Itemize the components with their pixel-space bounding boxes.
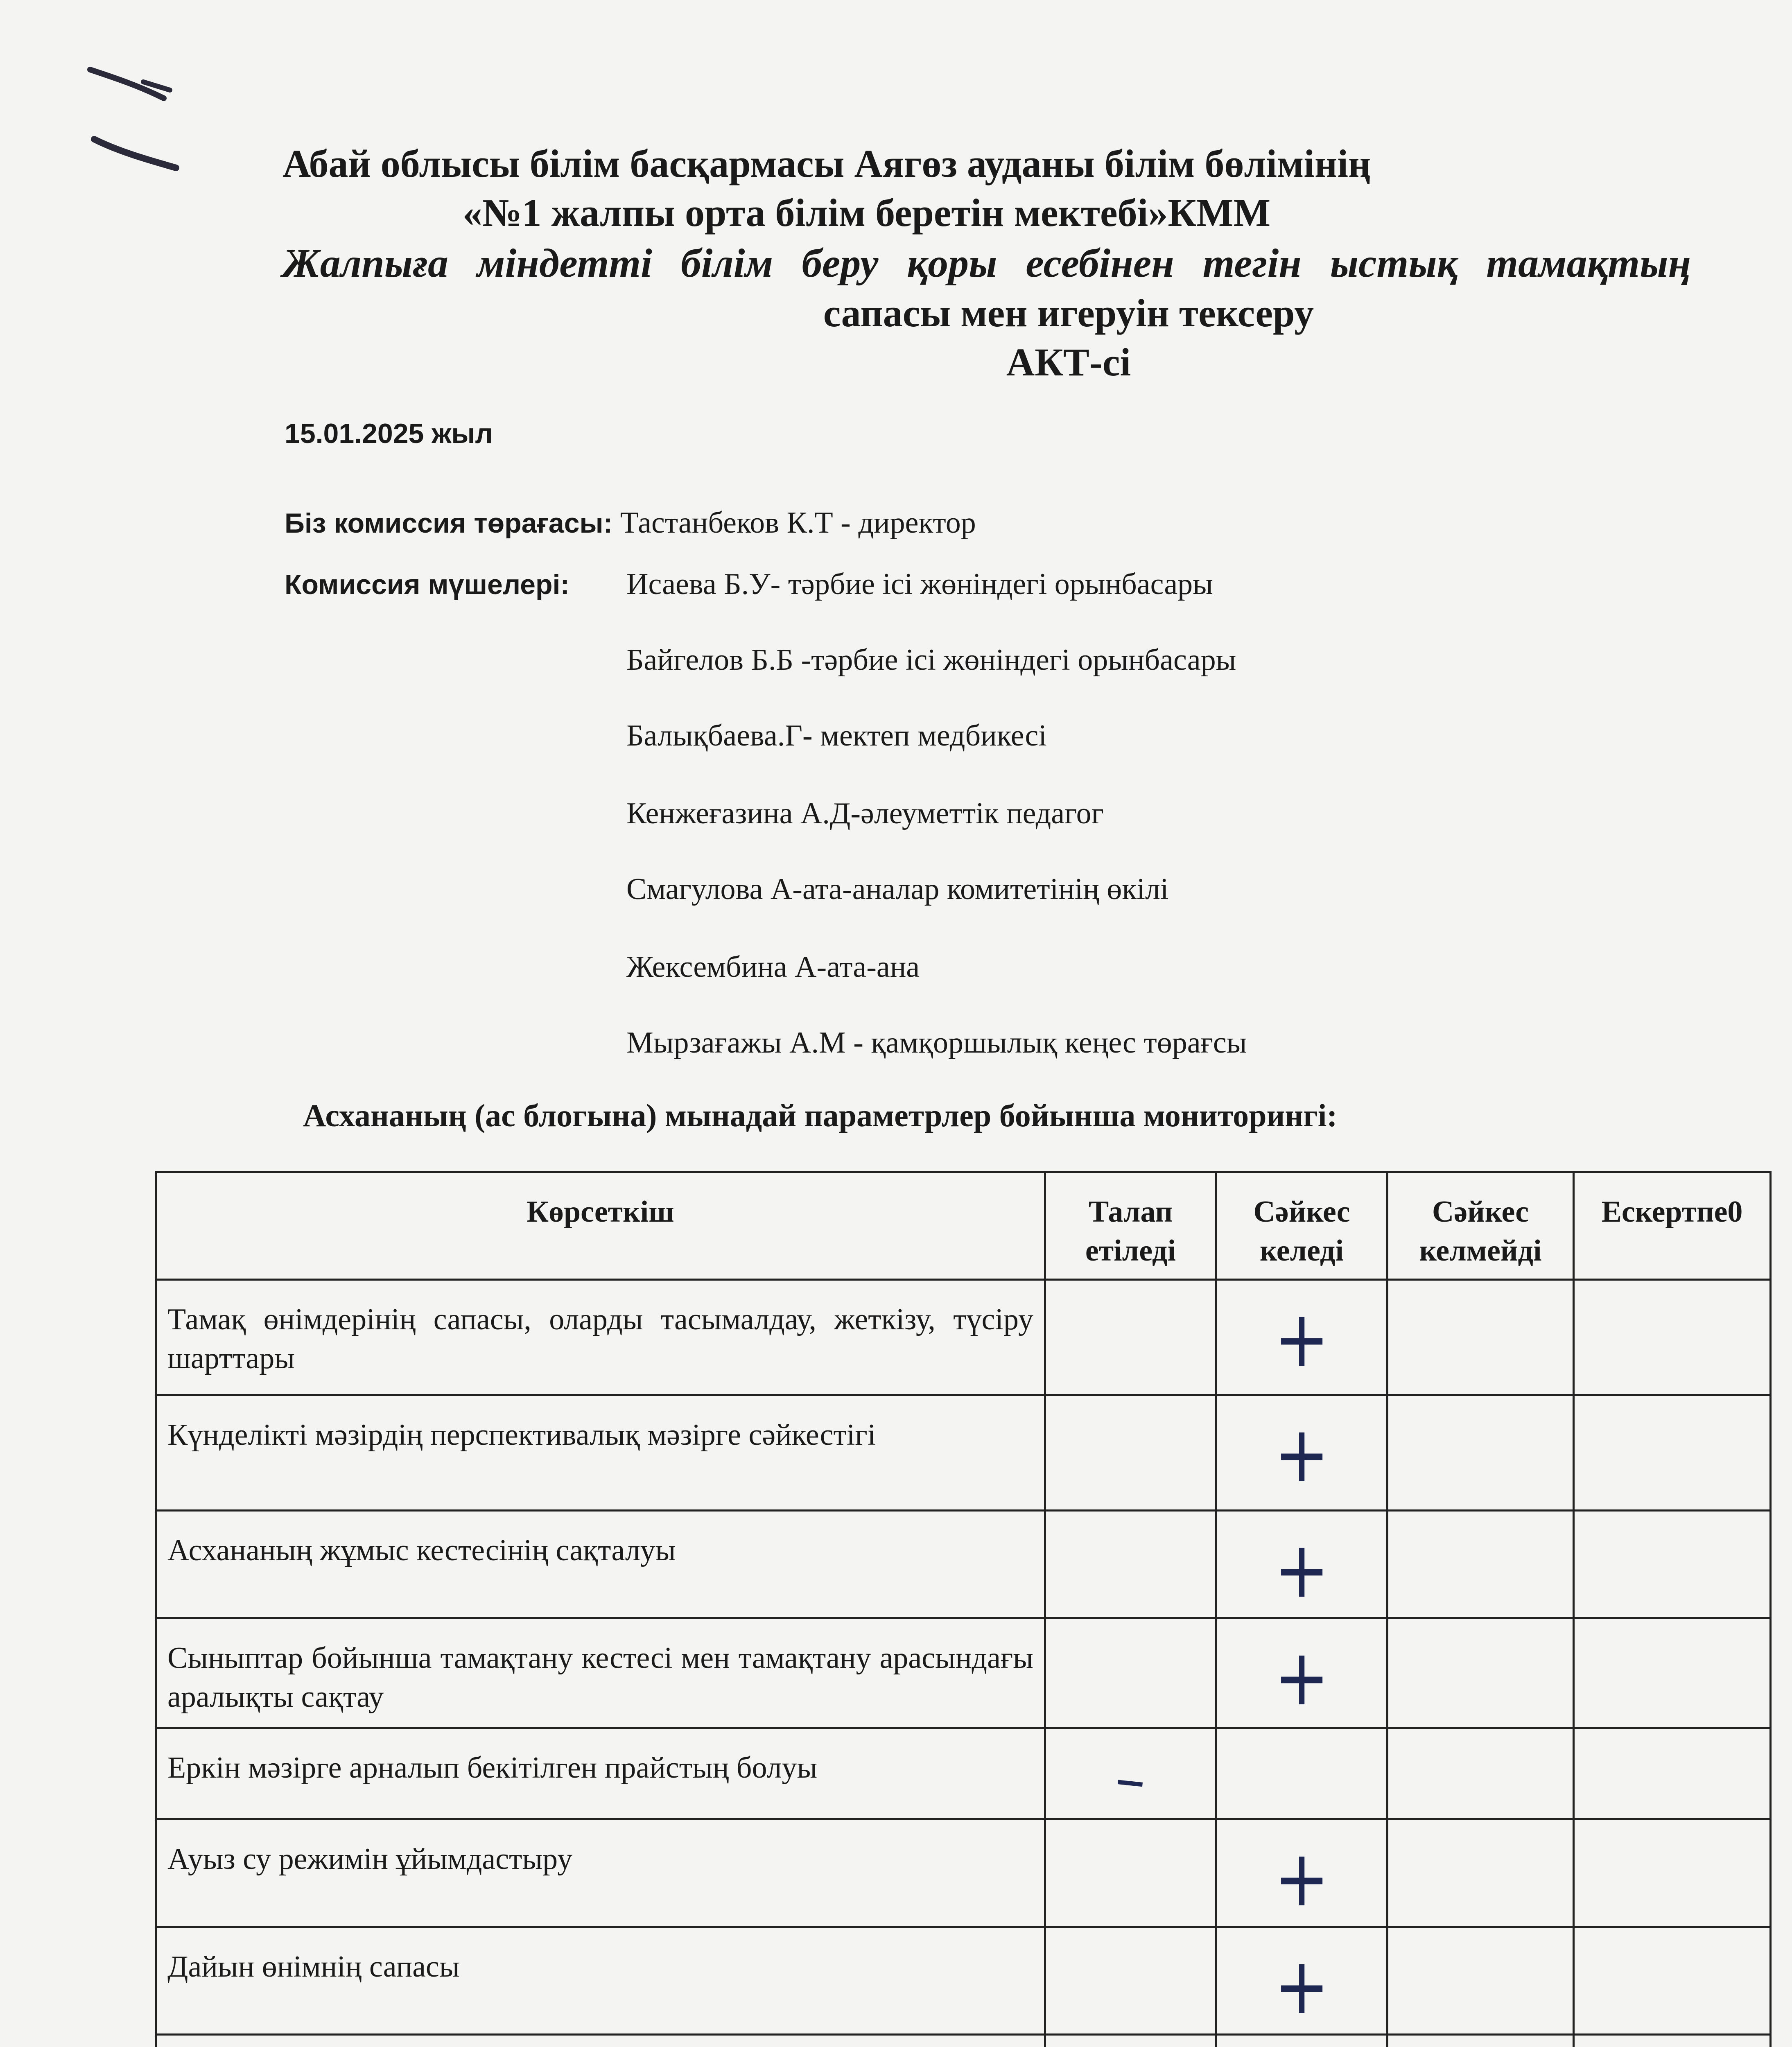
table-row [156,1395,1771,1511]
plus-mark: + [1274,1632,1330,1723]
col-header-note: Ескертпе0 [1574,1172,1771,1280]
dash-mark: – [1112,1742,1150,1817]
matches-cell [1216,1618,1388,1728]
matches-cell [1216,1927,1388,2035]
member-item: Кенжеғазина А.Д-әлеуметтік педагог [626,797,1104,830]
member-item: Смагулова А-ата-аналар комитетінің өкілі [626,872,1169,906]
required-cell [1045,2035,1216,2047]
table-row [156,1618,1771,1728]
member-item: Балықбаева.Г- мектеп медбикесі [626,719,1047,752]
indicator-cell: Еркін мәзірге арналып бекітілген прайстың болуы [156,1728,1045,1819]
document-header [282,139,1691,387]
indicator-cell [156,2035,1045,2047]
not-matches-cell [1388,1395,1574,1511]
note-cell [1574,1819,1771,1927]
plus-mark: + [1274,1941,1330,2031]
matches-cell [1216,1395,1388,1511]
col-header-indicator: Көрсеткіш [156,1172,1045,1280]
col-header-required: Талап етіледі [1045,1172,1216,1280]
required-cell [1045,1511,1216,1618]
table-row [156,2035,1771,2047]
note-cell [1574,1280,1771,1395]
note-cell [1574,1511,1771,1618]
member-item: Жексембина А-ата-ана [626,950,920,984]
plus-mark: + [1274,1833,1330,1924]
col-header-matches: Сәйкес келеді [1216,1172,1388,1280]
not-matches-cell [1388,2035,1574,2047]
table-row [156,1819,1771,1927]
members-label-row [285,567,569,602]
col-header-not-matches: Сәйкес келмейді [1388,1172,1574,1280]
members-label: Комиссия мүшелері: [285,569,570,600]
section-title: Асхананың (ас блогына) мынадай параметрлер бойынша мониторингі: [303,1098,1338,1133]
not-matches-cell [1388,1511,1574,1618]
header-line-4: сапасы мен игеруін тексеру [823,291,1314,335]
plus-mark: + [1274,1525,1330,1615]
note-cell [1574,1927,1771,2035]
member-item: Исаева Б.У- тәрбие ісі жөніндегі орынбасары [626,567,1213,601]
not-matches-cell [1388,1819,1574,1927]
table-row [156,1280,1771,1395]
monitoring-table [155,1171,1772,2047]
matches-cell [1216,1728,1388,1819]
act-title: АКТ-сі [1006,340,1131,384]
indicator-cell: Дайын өнімнің сапасы [156,1927,1045,2035]
note-cell [1574,2035,1771,2047]
indicator-cell: Ауыз су режимін ұйымдастыру [156,1819,1045,1927]
matches-cell [1216,2035,1388,2047]
indicator-cell: Асхананың жұмыс кестесінің сақталуы [156,1511,1045,1618]
handwritten-tick-marks [82,37,188,184]
matches-cell [1216,1819,1388,1927]
document-date: 15.01.2025 жыл [285,418,493,449]
required-cell [1045,1819,1216,1927]
header-line-2: «№1 жалпы орта білім беретін мектебі»КММ [463,191,1271,235]
indicator-cell: Сыныптар бойынша тамақтану кестесі мен тамақтану арасындағы аралықты сақтау [156,1618,1045,1728]
not-matches-cell [1388,1280,1574,1395]
not-matches-cell [1388,1618,1574,1728]
not-matches-cell [1388,1927,1574,2035]
chair-row [285,506,976,540]
note-cell [1574,1618,1771,1728]
chair-value: Тастанбеков К.Т - директор [620,506,976,540]
indicator-cell: Күнделікті мәзірдің перспективалық мәзірге сәйкестігі [156,1395,1045,1511]
table-row [156,1728,1771,1819]
table-row [156,1511,1771,1618]
member-item: Мырзағажы А.М - қамқоршылық кеңес төрағсы [626,1026,1247,1060]
matches-cell [1216,1280,1388,1395]
plus-mark: + [1274,1409,1330,1500]
required-cell [1045,1618,1216,1728]
chair-label: Біз комиссия төрағасы: [285,508,613,539]
not-matches-cell [1388,1728,1574,1819]
required-cell [1045,1280,1216,1395]
indicator-cell: Тамақ өнімдерінің сапасы, оларды тасымалдау, жеткізу, түсіру шарттары [156,1280,1045,1395]
table-header-row [156,1172,1771,1280]
matches-cell [1216,1511,1388,1618]
note-cell [1574,1728,1771,1819]
member-item: Байгелов Б.Б -тәрбие ісі жөніндегі орынбасары [626,643,1236,677]
note-cell [1574,1395,1771,1511]
header-line-1: Абай облысы білім басқармасы Аягөз ауданы білім бөлімінің [282,142,1371,185]
header-line-3: Жалпыға міндетті білім беру қоры есебінен тегін ыстық тамақтың [282,240,1691,286]
required-cell [1045,1395,1216,1511]
plus-mark: + [1274,1294,1330,1384]
required-cell [1045,1728,1216,1819]
required-cell [1045,1927,1216,2035]
table-row [156,1927,1771,2035]
